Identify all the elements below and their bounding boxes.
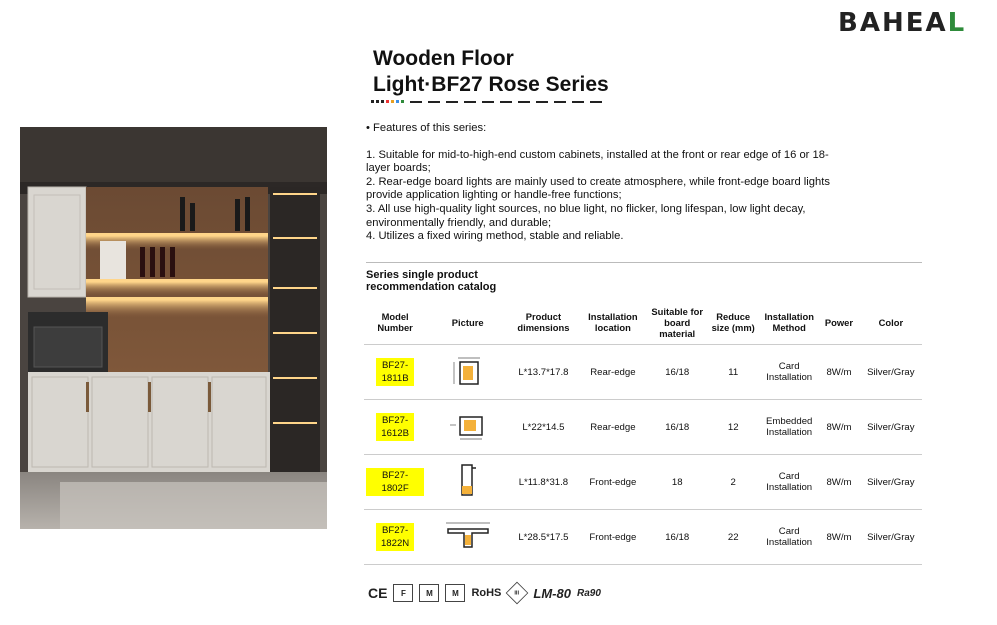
dimensions-cell: L*11.8*31.8 [509,455,577,510]
color-cell: Silver/Gray [860,455,922,510]
certification-strip [368,583,601,603]
color-cell: Silver/Gray [860,510,922,565]
header-picture: Picture [426,300,509,345]
model-number: BF27-1802F [366,468,424,496]
profile-drawing-icon [448,354,488,388]
color-cell: Silver/Gray [860,400,922,455]
location-cell: Rear-edge [578,400,649,455]
features-heading: • Features of this series: [366,122,487,134]
profile-drawing-icon [444,409,492,443]
material-cell: 16/18 [648,400,706,455]
dimensions-cell: L*28.5*17.5 [509,510,577,565]
logo-text: BAHEA [838,8,948,38]
logo-accent-letter: L [947,8,967,38]
header-model: Model Number [364,300,426,345]
power-cell: 8W/m [818,510,859,565]
table-row [364,400,922,455]
power-cell: 8W/m [818,400,859,455]
material-cell: 16/18 [648,510,706,565]
power-cell: 8W/m [818,345,859,400]
class-iii-icon: III [506,582,529,605]
reduce-cell: 2 [706,455,760,510]
table-row [364,455,922,510]
feature-item: 1. Suitable for mid-to-high-end custom cabinets, installed at the front or rear edge of 16 or 18-layer boards; [366,148,829,175]
catalog-heading [366,269,496,293]
model-number: BF27-1822N [376,523,414,551]
material-cell: 16/18 [648,345,706,400]
power-cell: 8W/m [818,455,859,510]
features-section [366,122,836,244]
method-cell: Card Installation [760,345,818,400]
header-color: Color [860,300,922,345]
profile-drawing-icon [453,462,483,500]
model-number: BF27-1811B [376,358,414,386]
title-line-2: Light·BF27 Rose Series [373,73,609,96]
title-line-1: Wooden Floor [373,47,514,70]
brand-logo [838,8,966,38]
mm-mark-icon: M [445,584,465,602]
location-cell: Front-edge [578,455,649,510]
model-number: BF27-1612B [376,413,414,441]
product-table [364,300,922,565]
cabinet-photo [20,127,327,529]
reduce-cell: 11 [706,345,760,400]
m-mark-icon: M [419,584,439,602]
title-underline [371,100,616,103]
dimensions-cell: L*22*14.5 [509,400,577,455]
catalog-heading-line-2: recommendation catalog [366,281,497,293]
f-mark-icon: F [393,584,413,602]
profile-drawing-icon [442,519,494,553]
feature-item: 2. Rear-edge board lights are mainly used to create atmosphere, while front-edge board lights provide application lighting or handle-free functions; [366,175,830,202]
profile-picture [426,455,509,510]
catalog-heading-line-1: Series single product [366,269,478,281]
reduce-cell: 12 [706,400,760,455]
dimensions-cell: L*13.7*17.8 [509,345,577,400]
header-material: Suitable for board material [648,300,706,345]
color-dots [371,100,404,103]
method-cell: Embedded Installation [760,400,818,455]
header-dimensions: Product dimensions [509,300,577,345]
profile-picture [426,400,509,455]
ra90-mark-icon: Ra90 [576,587,601,599]
feature-item: 3. All use high-quality light sources, no blue light, no flicker, long lifespan, low light decay, environmentally friendly, and durable; [366,202,806,229]
ce-mark-icon: CE [368,585,388,601]
method-cell: Card Installation [760,455,818,510]
table-row [364,510,922,565]
table-header-row [364,300,922,345]
header-power: Power [818,300,859,345]
profile-picture [426,510,509,565]
lm80-mark-icon: LM-80 [533,585,571,601]
header-reduce: Reduce size (mm) [706,300,760,345]
profile-picture [426,345,509,400]
header-method: Installation Method [760,300,818,345]
rohs-mark-icon: RoHS [471,587,502,599]
page-title [373,46,609,98]
header-location: Installation location [578,300,649,345]
section-divider [366,262,922,263]
reduce-cell: 22 [706,510,760,565]
feature-item: 4. Utilizes a fixed wiring method, stable and reliable. [366,230,624,243]
location-cell: Front-edge [578,510,649,565]
location-cell: Rear-edge [578,345,649,400]
method-cell: Card Installation [760,510,818,565]
material-cell: 18 [648,455,706,510]
color-cell: Silver/Gray [860,345,922,400]
table-row [364,345,922,400]
